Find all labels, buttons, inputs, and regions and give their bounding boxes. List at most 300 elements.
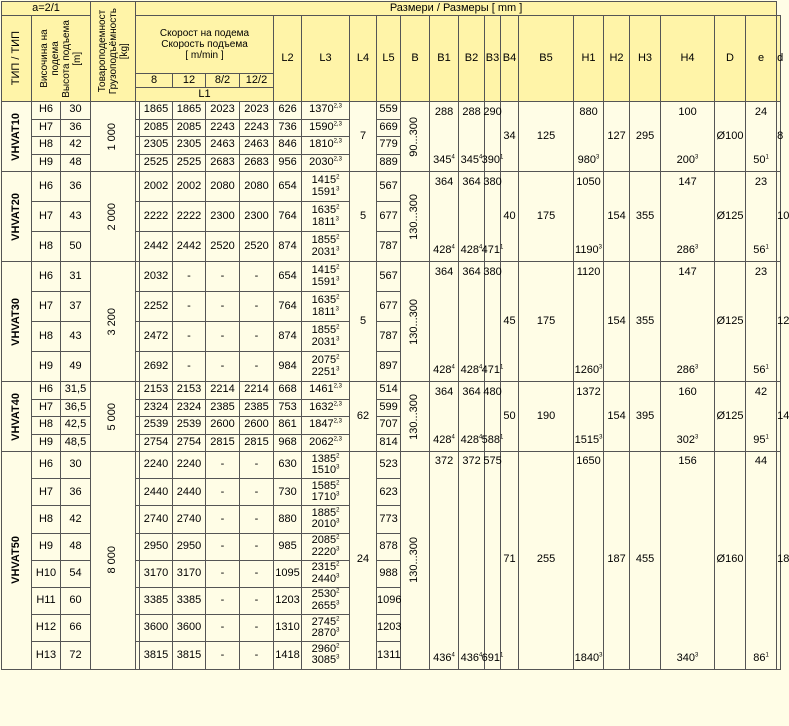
l3-number: 1385 <box>311 452 337 465</box>
speed-2: 8/2 <box>206 74 240 88</box>
l1-value: 2525 <box>140 154 173 172</box>
l3-line <box>302 187 349 199</box>
footnote-mark: 2,3 <box>333 156 342 163</box>
b2-value-pair <box>459 452 484 668</box>
e-value-line <box>753 365 769 377</box>
col-b5: B5 <box>519 16 574 102</box>
l1-value: 2080 <box>206 172 240 202</box>
b3-value-line <box>483 107 501 119</box>
b3-value-number: 290 <box>483 105 502 118</box>
footnote-mark: 2,3 <box>333 418 342 425</box>
height-label-line: Высота подъема <box>61 19 72 98</box>
h1-value-number: 1840 <box>574 651 600 664</box>
d-diameter: Ø125 <box>715 262 746 382</box>
l1-value: - <box>206 560 240 587</box>
hook-height-code: H8 <box>32 417 61 435</box>
l3-line <box>302 437 349 449</box>
h1-value-number: 1260 <box>574 363 600 376</box>
hook-height-m: 48 <box>61 154 91 172</box>
h1-value-pair <box>574 103 603 171</box>
b2-value-line <box>461 435 483 447</box>
l3-line <box>302 367 349 379</box>
l1-value: 2692 <box>140 352 173 382</box>
l1-value: 2740 <box>173 506 206 533</box>
h4-value-number: 340 <box>676 651 696 664</box>
table-row <box>2 452 781 479</box>
e-value-pair <box>746 383 776 451</box>
e-value-line <box>755 267 767 279</box>
b1-value-number: 364 <box>434 175 454 188</box>
capacity-cell <box>91 452 136 670</box>
col-h2: H2 <box>604 16 630 102</box>
l1-value: 2472 <box>140 322 173 352</box>
l3-value <box>302 417 350 435</box>
speed-label-line: Скорость подъема <box>161 39 248 50</box>
footnote-mark: 2 <box>336 294 340 301</box>
h1-value-pair <box>574 173 603 261</box>
l5-value: 677 <box>377 202 401 232</box>
hook-height-code: H6 <box>32 172 61 202</box>
hook-height-m: 54 <box>61 560 91 587</box>
b1-value-line <box>433 365 455 377</box>
l3-number: 2085 <box>311 534 337 547</box>
h1-value <box>574 172 604 262</box>
footnote-mark: 3 <box>336 464 340 471</box>
type-cell <box>2 262 32 382</box>
l1-value: 2440 <box>140 479 173 506</box>
e-value-line <box>753 245 769 257</box>
e-value-number: 42 <box>754 385 768 398</box>
b2-value <box>459 172 485 262</box>
b1-value <box>430 102 459 172</box>
b3-value-line <box>482 435 504 447</box>
e-value-number: 95 <box>753 433 766 446</box>
b3-value-pair <box>481 173 504 261</box>
b1-value <box>430 452 459 670</box>
footnote-mark: 1 <box>765 434 769 441</box>
hook-height-code: H12 <box>32 615 61 642</box>
l1-value: 2539 <box>140 417 173 435</box>
l1-value: 3385 <box>173 587 206 614</box>
l2-value: 668 <box>274 382 302 400</box>
l1-value: 2023 <box>240 102 274 120</box>
footnote-mark: 4 <box>451 154 455 161</box>
l3-number: 2530 <box>311 588 337 601</box>
hook-height-m: 50 <box>61 232 91 262</box>
speed-1: 12 <box>173 74 206 88</box>
e-value-number: 56 <box>753 243 766 256</box>
l1-value: - <box>206 506 240 533</box>
l2-value: 764 <box>274 292 302 322</box>
l3-value <box>302 202 350 232</box>
capacity-value: 8 000 <box>106 546 119 575</box>
footnote-mark: 3 <box>599 651 603 658</box>
l3-number: 2655 <box>311 600 337 613</box>
l1-value: 2240 <box>140 452 173 479</box>
l3-value <box>302 399 350 417</box>
l1-value: 2085 <box>140 119 173 137</box>
b3-value-number: 471 <box>481 363 501 376</box>
l3-number: 1635 <box>311 203 337 216</box>
l1-value: 2240 <box>173 452 206 479</box>
b1-value-line <box>435 107 453 119</box>
l5-value: 567 <box>377 172 401 202</box>
e-value-number: 24 <box>754 105 768 118</box>
b3-value-line <box>483 267 501 279</box>
height-header <box>32 16 91 102</box>
l1-value: - <box>206 452 240 479</box>
l2-value: 861 <box>274 417 302 435</box>
b1-value-number: 364 <box>434 385 454 398</box>
speed-label-line: Скорост на подема <box>159 28 250 39</box>
b3-value-number: 471 <box>481 243 501 256</box>
b1-value-number: 428 <box>433 243 452 256</box>
l2-value: 1095 <box>274 560 302 587</box>
l1-value: - <box>206 533 240 560</box>
l1-value: 2950 <box>140 533 173 560</box>
l3-value <box>302 232 350 262</box>
h1-value-line <box>575 365 603 377</box>
l3-number: 2745 <box>311 615 337 628</box>
h1-value-pair <box>574 263 603 381</box>
footnote-mark: 3 <box>336 654 340 661</box>
b-cell <box>401 262 430 382</box>
l2-value: 764 <box>274 202 302 232</box>
footnote-mark: 2,3 <box>333 401 342 408</box>
b3-value <box>481 262 504 382</box>
hook-height-m: 37 <box>61 292 91 322</box>
type-cell <box>2 382 32 452</box>
l3-number: 3085 <box>311 654 337 667</box>
b5-value: 190 <box>519 382 574 452</box>
hook-height-m: 42 <box>61 137 91 155</box>
l3-line <box>302 547 349 559</box>
l3-number: 2062 <box>309 435 334 448</box>
h1-value-line <box>575 435 603 447</box>
l1-value: - <box>240 452 274 479</box>
footnote-mark: 4 <box>451 364 455 371</box>
hook-height-code: H8 <box>32 322 61 352</box>
l3-value <box>302 434 350 452</box>
l2-value: 626 <box>274 102 302 120</box>
b3-value-pair <box>481 103 504 171</box>
footnote-mark: 3 <box>695 364 699 371</box>
hook-height-m: 30 <box>61 452 91 479</box>
l3-line <box>302 384 349 396</box>
l1-value: 2600 <box>240 417 274 435</box>
footnote-mark: 3 <box>336 185 340 192</box>
footnote-mark: 4 <box>451 434 455 441</box>
l3-line <box>302 402 349 414</box>
hook-height-code: H11 <box>32 587 61 614</box>
l1-value: - <box>240 352 274 382</box>
hook-height-code: H8 <box>32 232 61 262</box>
col-e: e <box>746 16 777 102</box>
b2-value-line <box>461 155 483 167</box>
footnote-mark: 2,3 <box>333 138 342 145</box>
b4-value: 50 <box>501 382 519 452</box>
footnote-mark: 3 <box>336 275 340 282</box>
type-cell <box>2 172 32 262</box>
hook-height-m: 43 <box>61 202 91 232</box>
speed-header <box>136 16 274 74</box>
b1-value-number: 345 <box>433 153 452 166</box>
l3-number: 1885 <box>311 506 337 519</box>
b1-value-line <box>435 387 453 399</box>
h1-value-number: 1050 <box>576 175 601 188</box>
h4-value-pair <box>661 263 714 381</box>
capacity-header <box>91 2 136 102</box>
l1-value: - <box>206 587 240 614</box>
l3-value <box>302 615 350 642</box>
l1-value: 2305 <box>173 137 206 155</box>
footnote-mark: 2 <box>336 354 340 361</box>
l3-number: 1591 <box>311 275 337 288</box>
l1-value: - <box>240 615 274 642</box>
h4-value-number: 147 <box>678 265 697 278</box>
l1-value: - <box>173 352 206 382</box>
e-value-number: 56 <box>753 363 766 376</box>
b3-value-pair <box>481 263 504 381</box>
l3-value <box>302 479 350 506</box>
e-value-number: 23 <box>754 265 768 278</box>
h4-value <box>661 102 715 172</box>
h4-value <box>661 452 715 670</box>
l5-value: 787 <box>377 322 401 352</box>
l3-line <box>302 465 349 477</box>
b2-value-number: 364 <box>462 385 481 398</box>
b1-value <box>430 262 459 382</box>
h1-value-line <box>578 155 600 167</box>
l1-value: 2243 <box>206 119 240 137</box>
col-h1: H1 <box>574 16 604 102</box>
d-value: 8 <box>777 102 781 172</box>
l3-number: 2031 <box>311 335 337 348</box>
hook-height-code: H7 <box>32 292 61 322</box>
e-value-number: 86 <box>753 651 766 664</box>
l1-value: 2442 <box>140 232 173 262</box>
l1-value: 2539 <box>173 417 206 435</box>
footnote-mark: 2 <box>336 588 340 595</box>
b1-value-pair <box>430 263 458 381</box>
h1-value-line <box>579 107 597 119</box>
l2-value: 874 <box>274 232 302 262</box>
footnote-mark: 2,3 <box>333 103 342 110</box>
l5-value: 988 <box>377 560 401 587</box>
b2-value-pair <box>459 383 484 451</box>
l2-value: 1418 <box>274 642 302 669</box>
h4-value-line <box>677 653 699 665</box>
footnote-mark: 4 <box>479 244 483 251</box>
l5-value: 787 <box>377 232 401 262</box>
b1-value-number: 436 <box>433 651 452 664</box>
b2-value-number: 428 <box>460 433 480 446</box>
e-value-number: 44 <box>754 455 768 468</box>
b2-value-number: 364 <box>462 265 481 278</box>
l1-value: - <box>206 642 240 669</box>
b3-value-number: 380 <box>483 175 502 188</box>
h2-value: 154 <box>604 172 630 262</box>
height-label <box>39 20 83 98</box>
l3-number: 2075 <box>311 353 337 366</box>
speed-label-line: [ m/min ] <box>185 50 224 61</box>
h4-value-number: 286 <box>676 243 696 256</box>
e-value-pair <box>746 103 776 171</box>
h4-value-number: 156 <box>678 455 697 468</box>
table-row <box>2 382 781 400</box>
col-b4: B4 <box>501 16 519 102</box>
col-h4: H4 <box>661 16 715 102</box>
l1-value: 3385 <box>140 587 173 614</box>
capacity-cell <box>91 102 136 172</box>
l2-value: 956 <box>274 154 302 172</box>
ratio-header: a=2/1 <box>2 2 91 16</box>
l1-value: 2032 <box>140 262 173 292</box>
l1-value: 2080 <box>240 172 274 202</box>
l5-value: 897 <box>377 352 401 382</box>
footnote-mark: 4 <box>479 651 483 658</box>
l3-line <box>302 104 349 116</box>
col-b: B <box>401 16 430 102</box>
b1-value-pair <box>430 173 458 261</box>
footnote-mark: 2 <box>336 616 340 623</box>
footnote-mark: 1 <box>500 651 504 658</box>
capacity-label-line: Грузоподъёмность <box>107 8 119 95</box>
b1-value <box>430 172 459 262</box>
b1-value <box>430 382 459 452</box>
l2-value: 984 <box>274 352 302 382</box>
h4-value-line <box>677 435 699 447</box>
h4-value-number: 147 <box>678 175 697 188</box>
hook-height-m: 31,5 <box>61 382 91 400</box>
l5-value: 514 <box>377 382 401 400</box>
hook-height-m: 36 <box>61 479 91 506</box>
b2-value-number: 288 <box>462 105 481 118</box>
hook-height-m: 31 <box>61 262 91 292</box>
footnote-mark: 1 <box>765 651 769 658</box>
hook-height-code: H9 <box>32 434 61 452</box>
footnote-mark: 2,3 <box>333 436 342 443</box>
l3-line <box>302 601 349 613</box>
l1-value: 2023 <box>206 102 240 120</box>
b3-value-line <box>483 177 501 189</box>
h1-value-number: 880 <box>579 105 598 118</box>
type-name: VHVAT40 <box>9 392 22 441</box>
footnote-mark: 2 <box>336 452 340 459</box>
l3-number: 2010 <box>311 518 337 531</box>
footnote-mark: 3 <box>336 600 340 607</box>
l1-value: 2214 <box>240 382 274 400</box>
hook-height-code: H7 <box>32 399 61 417</box>
l1-value: 2740 <box>140 506 173 533</box>
b3-value-pair <box>481 383 504 451</box>
footnote-mark: 2 <box>336 234 340 241</box>
h4-value-line <box>678 387 696 399</box>
l3-value <box>302 172 350 202</box>
h1-value-line <box>576 456 600 468</box>
b2-value-number: 436 <box>460 651 480 664</box>
l3-number: 1585 <box>311 479 337 492</box>
h1-value-number: 1120 <box>576 265 601 278</box>
hook-height-code: H6 <box>32 102 61 120</box>
hook-height-code: H9 <box>32 352 61 382</box>
footnote-mark: 3 <box>336 365 340 372</box>
b3-value-line <box>482 365 504 377</box>
h4-value <box>661 382 715 452</box>
l1-value: - <box>240 642 274 669</box>
h4-value <box>661 172 715 262</box>
l3-number: 1855 <box>311 233 337 246</box>
footnote-mark: 2 <box>336 643 340 650</box>
l1-value: 2754 <box>173 434 206 452</box>
footnote-mark: 2 <box>336 174 340 181</box>
l3-value <box>302 102 350 120</box>
capacity-value: 3 200 <box>106 307 119 336</box>
l3-number: 1847 <box>309 418 334 431</box>
l3-number: 1710 <box>311 491 337 504</box>
l1-value: - <box>240 506 274 533</box>
b2-value-line <box>462 267 480 279</box>
l3-number: 2220 <box>311 545 337 558</box>
l1-value: 1865 <box>140 102 173 120</box>
b2-value-pair <box>459 173 484 261</box>
b-value: 130...300 <box>408 537 421 584</box>
l3-number: 1811 <box>312 305 336 318</box>
l3-value <box>302 137 350 155</box>
hook-height-code: H10 <box>32 560 61 587</box>
hook-height-m: 66 <box>61 615 91 642</box>
l5-value: 878 <box>377 533 401 560</box>
col-l4: L4 <box>350 16 377 102</box>
l1-value: - <box>240 292 274 322</box>
b2-value-line <box>461 365 483 377</box>
l1-value: 2815 <box>206 434 240 452</box>
b2-value-line <box>461 245 483 257</box>
e-value-line <box>755 177 767 189</box>
type-name: VHVAT10 <box>9 112 22 161</box>
b2-value-pair <box>459 263 484 381</box>
col-d: D <box>715 16 746 102</box>
speed-0: 8 <box>136 74 173 88</box>
capacity-cell <box>91 262 136 382</box>
l3-line <box>302 419 349 431</box>
footnote-mark: 3 <box>695 434 699 441</box>
l1-value: 2754 <box>140 434 173 452</box>
b1-value-number: 288 <box>434 105 454 118</box>
h4-value-line <box>677 245 699 257</box>
l1-value: 2683 <box>240 154 274 172</box>
l5-value: 1096 <box>377 587 401 614</box>
l1-value: 2385 <box>206 399 240 417</box>
l1-value: - <box>173 292 206 322</box>
l1-value: 2442 <box>173 232 206 262</box>
e-value-line <box>753 435 769 447</box>
l1-value: - <box>240 587 274 614</box>
l1-value: 1865 <box>173 102 206 120</box>
h4-value-number: 302 <box>676 433 696 446</box>
d-value: 14 <box>777 382 781 452</box>
l3-number: 2440 <box>311 572 337 585</box>
b2-value-line <box>462 177 480 189</box>
spec-table <box>1 1 789 670</box>
b4-value: 71 <box>501 452 519 670</box>
dimensions-title: Размери / Размеры [ mm ] <box>136 2 777 16</box>
capacity-label-line: [kg] <box>118 43 130 60</box>
l1-value: - <box>173 262 206 292</box>
l1-header: L1 <box>136 88 274 102</box>
height-label-line: подема <box>50 41 61 76</box>
b2-value-number: 428 <box>460 363 480 376</box>
